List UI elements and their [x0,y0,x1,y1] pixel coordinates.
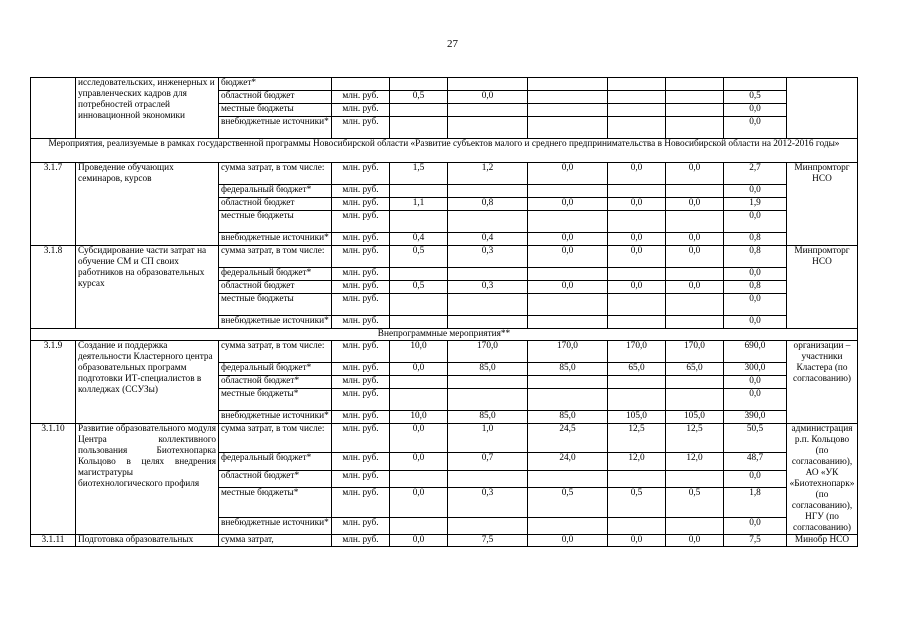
value-cell [666,211,724,233]
value-cell: 24,5 [528,424,608,453]
unit: млн. руб. [332,104,390,117]
value-cell: 0,0 [390,363,448,376]
value-cell [448,104,528,117]
item-description: Субсидирование части затрат на обучение СМ и СП своих работников на образовательных курсах [76,246,219,329]
value-cell [528,78,608,91]
value-cell: 7,5 [724,535,787,547]
value-cell [666,268,724,281]
value-cell [390,517,448,534]
funding-source: местные бюджеты* [219,389,332,411]
funding-source: сумма затрат, в том числе: [219,424,332,453]
value-cell: 0,5 [724,91,787,104]
value-cell: 0,0 [390,424,448,453]
value-cell: 0,3 [448,488,528,517]
funding-source: внебюджетные источники* [219,316,332,329]
value-cell: 0,0 [724,211,787,233]
value-cell [528,294,608,316]
unit: млн. руб. [332,517,390,534]
value-cell [528,91,608,104]
table-row [31,163,858,185]
value-cell: 12,5 [608,424,666,453]
item-number: 3.1.7 [31,163,76,246]
value-cell: 170,0 [666,341,724,363]
unit: млн. руб. [332,453,390,470]
unit: млн. руб. [332,389,390,411]
value-cell [448,78,528,91]
value-cell [608,185,666,198]
table-row [31,424,858,453]
table-row [31,535,858,547]
value-cell [390,389,448,411]
table-row [31,341,858,363]
value-cell [666,470,724,487]
value-cell: 10,0 [390,411,448,424]
executor: Минпромторг НСО [787,163,858,246]
value-cell [608,268,666,281]
value-cell: 0,0 [724,104,787,117]
value-cell: 0,0 [724,389,787,411]
value-cell: 1,9 [724,198,787,211]
funding-source: федеральный бюджет* [219,268,332,281]
funding-source: бюджет* [219,78,332,91]
value-cell: 0,0 [448,91,528,104]
value-cell [666,389,724,411]
value-cell: 0,0 [608,233,666,246]
value-cell: 85,0 [448,411,528,424]
value-cell [528,104,608,117]
value-cell: 0,8 [724,246,787,268]
funding-source: местные бюджеты [219,104,332,117]
value-cell [724,78,787,91]
value-cell [390,117,448,139]
value-cell [666,376,724,389]
value-cell: 0,5 [666,488,724,517]
funding-source: федеральный бюджет* [219,363,332,376]
unit: млн. руб. [332,488,390,517]
value-cell: 0,0 [724,376,787,389]
value-cell: 1,5 [390,163,448,185]
value-cell: 7,5 [448,535,528,547]
value-cell [448,117,528,139]
value-cell [390,294,448,316]
value-cell [448,211,528,233]
value-cell: 0,0 [390,453,448,470]
executor [787,78,858,139]
funding-source: сумма затрат, в том числе: [219,246,332,268]
value-cell [448,470,528,487]
value-cell [448,376,528,389]
funding-source: областной бюджет* [219,376,332,389]
value-cell: 65,0 [608,363,666,376]
value-cell [608,470,666,487]
value-cell [608,389,666,411]
value-cell [528,316,608,329]
unit: млн. руб. [332,281,390,294]
unit: млн. руб. [332,211,390,233]
value-cell [666,185,724,198]
value-cell: 0,0 [608,246,666,268]
value-cell: 0,0 [666,233,724,246]
item-number: 3.1.9 [31,341,76,424]
executor: Минпромторг НСО [787,246,858,329]
value-cell: 12,0 [608,453,666,470]
value-cell [528,211,608,233]
executor: Минобр НСО [787,535,858,547]
value-cell: 0,0 [666,281,724,294]
value-cell: 0,7 [448,453,528,470]
value-cell: 65,0 [666,363,724,376]
value-cell [448,294,528,316]
value-cell [528,389,608,411]
value-cell: 0,0 [528,163,608,185]
value-cell: 0,0 [528,535,608,547]
value-cell [390,376,448,389]
funding-source: местные бюджеты [219,294,332,316]
value-cell [608,91,666,104]
funding-source: внебюджетные источники* [219,411,332,424]
value-cell: 0,5 [390,281,448,294]
unit: млн. руб. [332,163,390,185]
page-number: 27 [447,38,458,50]
value-cell: 10,0 [390,341,448,363]
funding-source: внебюджетные источники* [219,233,332,246]
value-cell [608,211,666,233]
funding-source: федеральный бюджет* [219,185,332,198]
funding-source: внебюджетные источники* [219,517,332,534]
funding-source: местные бюджеты* [219,488,332,517]
value-cell: 0,8 [724,281,787,294]
value-cell: 0,0 [608,198,666,211]
unit: млн. руб. [332,376,390,389]
value-cell: 0,0 [528,246,608,268]
value-cell [666,316,724,329]
funding-source: внебюджетные источники* [219,117,332,139]
value-cell: 0,0 [608,163,666,185]
unit: млн. руб. [332,246,390,268]
item-number: 3.1.11 [31,535,76,547]
unit: млн. руб. [332,470,390,487]
value-cell: 48,7 [724,453,787,470]
value-cell [448,517,528,534]
value-cell: 24,0 [528,453,608,470]
value-cell: 0,0 [724,117,787,139]
unit: млн. руб. [332,294,390,316]
item-description: Развитие образовательного модуля Центра коллективного пользования Биотехнопарка Кольцово в целях внедрения магистратуры биотехнологического профиля [76,424,219,535]
value-cell [608,294,666,316]
funding-source: сумма затрат, в том числе: [219,341,332,363]
value-cell [448,185,528,198]
value-cell [390,268,448,281]
value-cell: 0,0 [724,517,787,534]
funding-source: федеральный бюджет* [219,453,332,470]
value-cell: 0,0 [724,316,787,329]
funding-source: областной бюджет* [219,470,332,487]
value-cell: 85,0 [528,363,608,376]
value-cell [448,389,528,411]
value-cell: 170,0 [448,341,528,363]
unit: млн. руб. [332,424,390,453]
funding-source: областной бюджет [219,198,332,211]
value-cell: 0,3 [448,281,528,294]
value-cell [666,104,724,117]
value-cell [528,517,608,534]
value-cell [608,117,666,139]
value-cell: 1,0 [448,424,528,453]
value-cell: 0,0 [666,198,724,211]
value-cell: 0,0 [608,281,666,294]
unit: млн. руб. [332,316,390,329]
value-cell [448,316,528,329]
item-number: 3.1.8 [31,246,76,329]
unit: млн. руб. [332,341,390,363]
value-cell: 0,0 [528,281,608,294]
item-description: Создание и поддержка деятельности Кластерного центра образовательных программ подготовки ИТ-специалистов в колледжах (ССУЗы) [76,341,219,424]
value-cell: 0,0 [724,294,787,316]
executor: администрация р.п. Кольцово (по согласованию), АО «УК «Биотехнопарк» (по согласованию), НГУ (по согласованию) [787,424,858,535]
value-cell: 170,0 [528,341,608,363]
value-cell: 0,0 [724,185,787,198]
item-number: 3.1.10 [31,424,76,535]
value-cell [666,117,724,139]
value-cell: 0,0 [390,488,448,517]
value-cell: 0,0 [724,470,787,487]
value-cell [528,376,608,389]
value-cell [390,470,448,487]
unit: млн. руб. [332,185,390,198]
value-cell: 2,7 [724,163,787,185]
value-cell: 85,0 [448,363,528,376]
value-cell: 0,8 [448,198,528,211]
unit [332,78,390,91]
value-cell: 1,2 [448,163,528,185]
funding-source: областной бюджет [219,91,332,104]
value-cell: 300,0 [724,363,787,376]
value-cell: 0,0 [666,535,724,547]
value-cell [666,91,724,104]
value-cell: 690,0 [724,341,787,363]
value-cell: 0,5 [528,488,608,517]
value-cell: 0,0 [528,233,608,246]
value-cell: 0,5 [390,246,448,268]
value-cell: 85,0 [528,411,608,424]
value-cell: 0,0 [724,268,787,281]
value-cell [608,78,666,91]
value-cell: 0,0 [666,246,724,268]
value-cell [390,104,448,117]
unit: млн. руб. [332,411,390,424]
value-cell: 1,8 [724,488,787,517]
value-cell: 105,0 [608,411,666,424]
section-row [31,329,858,341]
unit: млн. руб. [332,363,390,376]
value-cell [390,316,448,329]
value-cell [608,104,666,117]
value-cell [390,211,448,233]
section-heading: Мероприятия, реализуемые в рамках государственной программы Новосибирской области «Развитие субъектов малого и среднего предпринимательства в Новосибирской области на 2012-2016 годы» [31,139,858,163]
unit: млн. руб. [332,91,390,104]
value-cell [666,78,724,91]
value-cell [666,294,724,316]
funding-source: областной бюджет [219,281,332,294]
value-cell [608,517,666,534]
unit: млн. руб. [332,198,390,211]
value-cell: 390,0 [724,411,787,424]
value-cell: 0,4 [390,233,448,246]
value-cell [666,517,724,534]
value-cell: 0,0 [608,535,666,547]
value-cell [448,268,528,281]
funding-table [30,77,858,547]
unit: млн. руб. [332,233,390,246]
item-description: Подготовка образовательных [76,535,219,547]
section-row [31,139,858,163]
value-cell: 0,0 [528,198,608,211]
value-cell: 0,5 [390,91,448,104]
value-cell: 0,5 [608,488,666,517]
funding-source: сумма затрат, [219,535,332,547]
value-cell [390,185,448,198]
value-cell [528,268,608,281]
funding-source: местные бюджеты [219,211,332,233]
value-cell [390,78,448,91]
value-cell [608,316,666,329]
value-cell [528,117,608,139]
value-cell: 0,3 [448,246,528,268]
unit: млн. руб. [332,117,390,139]
section-heading: Внепрограммные мероприятия** [31,329,858,341]
value-cell: 170,0 [608,341,666,363]
value-cell: 12,0 [666,453,724,470]
item-description: исследовательских, инженерных и управленческих кадров для потребностей отраслей инновационной экономики [76,78,219,139]
value-cell: 0,0 [390,535,448,547]
value-cell [528,185,608,198]
unit: млн. руб. [332,535,390,547]
funding-source: сумма затрат, в том числе: [219,163,332,185]
value-cell: 12,5 [666,424,724,453]
value-cell [608,376,666,389]
table-row [31,246,858,268]
item-description: Проведение обучающих семинаров, курсов [76,163,219,246]
value-cell: 105,0 [666,411,724,424]
unit: млн. руб. [332,268,390,281]
value-cell: 0,8 [724,233,787,246]
value-cell: 0,4 [448,233,528,246]
value-cell: 1,1 [390,198,448,211]
value-cell [528,470,608,487]
value-cell: 0,0 [666,163,724,185]
item-number [31,78,76,139]
value-cell: 50,5 [724,424,787,453]
executor: организации – участники Кластера (по согласованию) [787,341,858,424]
table-row [31,78,858,91]
